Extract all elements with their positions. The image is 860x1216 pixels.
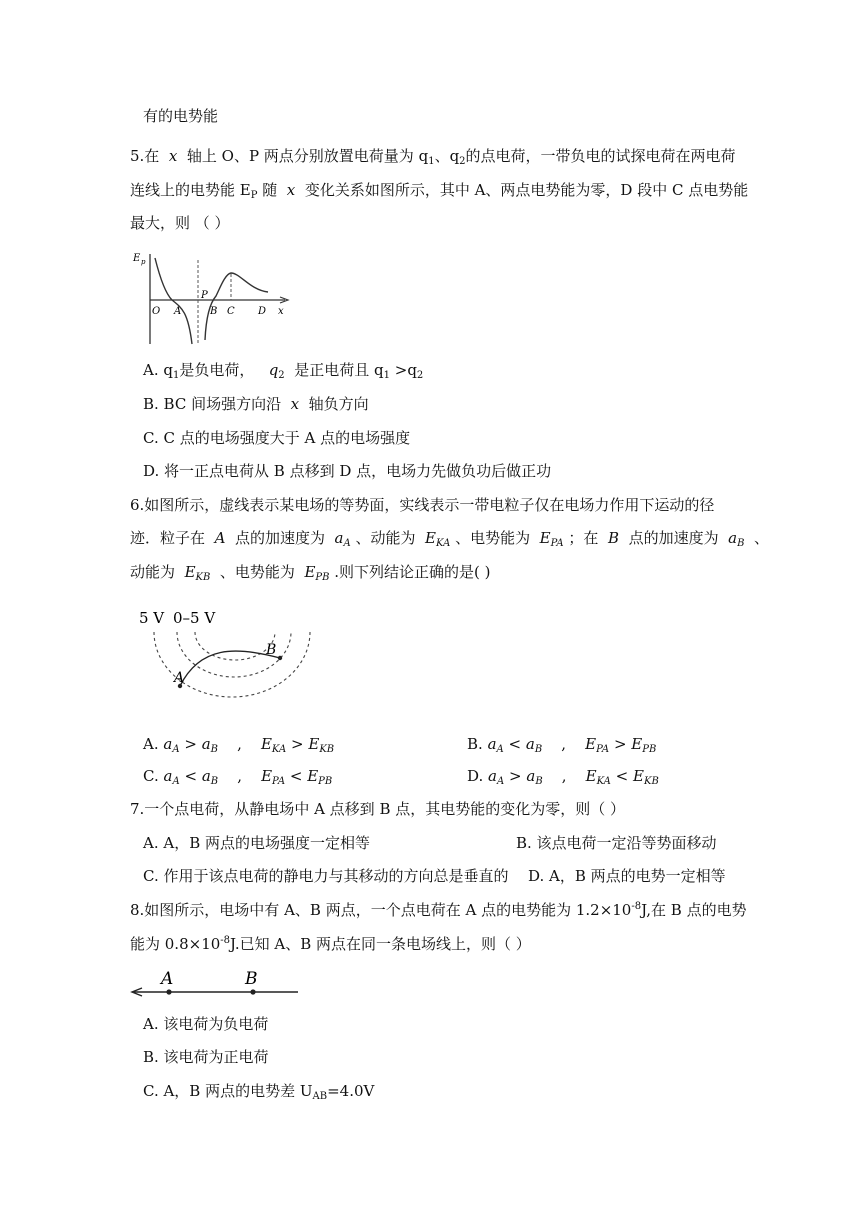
label-a: A xyxy=(174,670,185,686)
sub: B xyxy=(535,776,543,787)
var-x: x xyxy=(168,147,178,165)
label-0-minus5v: 0–5 V xyxy=(173,609,216,627)
equipotential-inner xyxy=(195,632,275,660)
q5-option-a xyxy=(143,360,423,380)
q5-option-d xyxy=(143,461,551,481)
sub: 2 xyxy=(416,370,424,381)
text: J,在 B 点的电势 xyxy=(641,901,747,919)
label-x: x xyxy=(278,306,284,317)
text: 6.如图所示，虚线表示某电场的等势面，实线表示一带电粒子仅在电场力作用下运动的径 xyxy=(130,496,715,514)
sub: 2 xyxy=(278,370,285,381)
sub: PA xyxy=(272,776,286,787)
text: C. A，B 两点的电势差 U xyxy=(143,1082,313,1100)
label-ep: E xyxy=(133,253,141,264)
var: a xyxy=(487,735,497,753)
sub: 1 xyxy=(383,370,390,381)
sub: A xyxy=(496,744,504,755)
text: .则下列结论正确的是( ) xyxy=(334,563,491,581)
text: A. q xyxy=(143,361,173,379)
sub: AB xyxy=(312,1091,328,1102)
var: E xyxy=(425,529,436,547)
text: 、动能为 xyxy=(355,529,416,547)
op: < xyxy=(508,735,522,753)
sub: PB xyxy=(315,572,330,583)
var: a xyxy=(488,767,497,785)
text: 是负电荷， xyxy=(179,361,255,379)
sub: KB xyxy=(319,744,335,755)
q8-stem-line-1 xyxy=(130,900,747,920)
q6-equipotential-figure xyxy=(135,606,320,698)
text: D. 将一正点电荷从 B 点移到 D 点，电场力先做负功后做正功 xyxy=(143,462,552,480)
sub: KB xyxy=(195,572,211,583)
sub: PA xyxy=(550,538,564,549)
sub: P xyxy=(250,190,258,201)
text: C. C 点的电场强度大于 A 点的电场强度 xyxy=(143,429,411,447)
sub: PB xyxy=(318,776,333,787)
q5-option-c xyxy=(143,428,410,448)
text: 、电势能为 xyxy=(219,563,295,581)
q6-option-b xyxy=(467,734,656,754)
sub: KA xyxy=(436,538,451,549)
label-b: B xyxy=(210,306,218,317)
op: < xyxy=(615,767,629,785)
sub: A xyxy=(172,776,180,787)
text: 连线上的电势能 E xyxy=(130,181,251,199)
text: A. xyxy=(143,735,159,753)
text: 、电势能为 xyxy=(455,529,531,547)
sub: KA xyxy=(596,776,611,787)
text: 迹．粒子在 xyxy=(130,529,206,547)
q8-option-c xyxy=(143,1081,374,1101)
var: A xyxy=(214,529,226,547)
label-a: A xyxy=(161,969,174,989)
var-x: x xyxy=(290,395,300,413)
text: C. xyxy=(143,767,159,785)
var: E xyxy=(585,767,597,785)
text: B. 该点电荷一定沿等势面移动 xyxy=(516,834,717,852)
var: E xyxy=(304,563,316,581)
q8-option-b xyxy=(143,1047,269,1067)
q6-option-c xyxy=(143,766,332,786)
op: > xyxy=(184,735,197,753)
text: 7.一个点电荷，从静电场中 A 点移到 B 点，其电势能的变化为零，则（ ） xyxy=(130,800,626,818)
var: E xyxy=(307,767,319,785)
q7-option-a xyxy=(143,833,370,853)
sub: 1 xyxy=(428,156,435,167)
label-b: B xyxy=(266,642,277,658)
q7-option-d xyxy=(528,866,726,886)
q8-field-line-figure xyxy=(130,965,302,1001)
point-a xyxy=(166,989,171,994)
sub: B xyxy=(534,744,543,755)
sep: , xyxy=(561,735,567,753)
var: E xyxy=(260,735,272,753)
sub: 1 xyxy=(172,370,180,381)
var: B xyxy=(607,529,620,547)
var: a xyxy=(201,767,211,785)
sub: KB xyxy=(643,776,659,787)
text: 点的加速度为 xyxy=(628,529,719,547)
var: a xyxy=(526,767,536,785)
sub: B xyxy=(210,744,219,755)
sub: PB xyxy=(642,744,657,755)
op: < xyxy=(289,767,303,785)
var: a xyxy=(728,529,738,547)
q5-stem-line-1 xyxy=(130,146,736,166)
text: 轴上 O、P 两点分别放置电荷量为 q xyxy=(186,147,429,165)
q5-ep-x-graph xyxy=(130,248,295,346)
op: > xyxy=(509,767,522,785)
label-b: B xyxy=(245,969,258,989)
q5-option-b xyxy=(143,394,369,414)
label-c: C xyxy=(227,306,235,317)
op: > xyxy=(291,735,304,753)
sub: A xyxy=(343,538,351,549)
text: 最大，则 （ ） xyxy=(130,214,230,232)
var: E xyxy=(184,563,196,581)
text: B. BC 间场强方向沿 xyxy=(143,395,282,413)
sep: , xyxy=(561,767,567,785)
q6-option-d xyxy=(467,766,659,786)
var: E xyxy=(308,735,320,753)
label-o: O xyxy=(152,306,161,317)
sub: A xyxy=(172,744,180,755)
sub: KA xyxy=(271,744,287,755)
text: A. 该电荷为负电荷 xyxy=(143,1015,269,1033)
var: a xyxy=(163,735,173,753)
q7-stem xyxy=(130,799,625,819)
text: 5.在 xyxy=(130,147,160,165)
label-d: D xyxy=(258,306,267,317)
text: B. 该电荷为正电荷 xyxy=(143,1048,269,1066)
q6-stem-line-2: 迹．粒子在 A 点的加速度为 $a_A$ 、动能为 $E_{KA}$ 、电势能为 $E_{PA}$ ；在 B 点的加速度为 $a_B$ 、 xyxy=(130,529,769,549)
var-q: q xyxy=(268,361,279,379)
q6-stem-line-3 xyxy=(130,562,491,582)
var: E xyxy=(631,735,643,753)
label-p: P xyxy=(201,290,208,301)
text: 变化关系如图所示，其中 A、两点电势能为零，D 段中 C 点电势能 xyxy=(304,181,749,199)
point-b xyxy=(278,656,282,660)
q8-option-a xyxy=(143,1014,268,1034)
sep: , xyxy=(237,735,242,753)
text: 轴负方向 xyxy=(308,395,369,413)
text: 随 xyxy=(262,181,278,199)
text: ；在 xyxy=(568,529,599,547)
text: 能为 0.8×10 xyxy=(130,935,221,953)
text: 是正电荷且 q xyxy=(294,361,384,379)
sub: B xyxy=(210,776,219,787)
text: 8.如图所示，电场中有 A、B 两点，一个点电荷在 A 点的电势能为 1.2×10 xyxy=(130,901,632,919)
trajectory xyxy=(180,651,280,686)
q7-option-b xyxy=(516,833,717,853)
text: C. 作用于该点电荷的静电力与其移动的方向总是垂直的 xyxy=(143,867,509,885)
text: D. xyxy=(467,767,484,785)
var: a xyxy=(334,529,344,547)
op: > xyxy=(613,735,627,753)
var: a xyxy=(163,767,173,785)
text: A. A，B 两点的电场强度一定相等 xyxy=(143,834,370,852)
sub: B xyxy=(737,538,745,549)
text: 动能为 xyxy=(130,563,176,581)
var: a xyxy=(201,735,211,753)
var: E xyxy=(261,767,273,785)
q7-option-c xyxy=(143,866,508,886)
q6-stem-line-1 xyxy=(130,495,714,515)
text: >q xyxy=(394,361,417,379)
point-b xyxy=(250,989,255,994)
text: B. xyxy=(467,735,483,753)
var: a xyxy=(525,735,535,753)
q5-stem-line-2 xyxy=(130,180,748,200)
text: D. A，B 两点的电势一定相等 xyxy=(528,867,726,885)
sub: PA xyxy=(596,744,610,755)
var: E xyxy=(539,529,551,547)
sep: , xyxy=(237,767,242,785)
equipotential-outer xyxy=(154,632,310,697)
ep-curve-left xyxy=(155,258,192,344)
text: 的点电荷，一带负电的试探电荷在两电荷 xyxy=(465,147,736,165)
sup: -8 xyxy=(220,935,231,946)
label-ep-sub: p xyxy=(141,258,146,266)
text: J.已知 A、B 两点在同一条电场线上，则（ ） xyxy=(230,935,531,953)
label-5v: 5 V xyxy=(139,609,165,627)
var-x: x xyxy=(286,181,296,199)
sub: A xyxy=(497,776,505,787)
var: E xyxy=(633,767,644,785)
text: 有的电势能 xyxy=(143,107,219,125)
op: < xyxy=(184,767,198,785)
sup: -8 xyxy=(631,901,642,912)
q6-option-a xyxy=(143,734,334,754)
text: 点的加速度为 xyxy=(234,529,325,547)
text: =4.0V xyxy=(327,1082,375,1100)
q8-stem-line-2 xyxy=(130,934,531,954)
var: E xyxy=(585,735,597,753)
previous-question-tail xyxy=(143,106,218,126)
text: 、q xyxy=(434,147,460,165)
q5-stem-line-3 xyxy=(130,213,230,233)
label-a: A xyxy=(174,306,182,317)
sub: 2 xyxy=(459,156,466,167)
